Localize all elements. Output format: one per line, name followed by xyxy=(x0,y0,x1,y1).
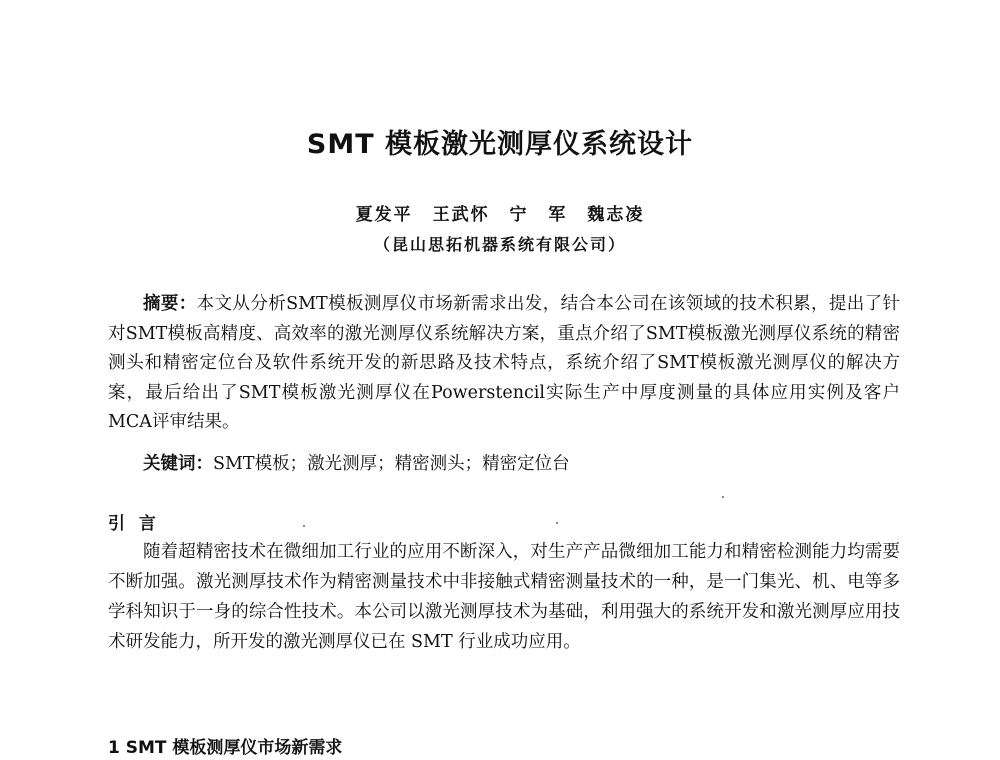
section-heading-introduction: 引 言 xyxy=(108,514,160,534)
keywords xyxy=(108,450,900,479)
scan-speck xyxy=(556,522,558,524)
abstract-text: 本文从分析SMT模板测厚仪市场新需求出发，结合本公司在该领域的技术积累，提出了针对SMT模板高精度、高效率的激光测厚仪系统解决方案，重点介绍了SMT模板激光测厚仪系统的精密测头和精密定位台及软件系统开发的新思路及技术特点，系统介绍了SMT模板激光测厚仪的解决方案，最后给出了SMT模板激光测厚仪在Powerstencil实际生产中厚度测量的具体应用实例及客户MCA评审结果。 xyxy=(108,294,901,432)
scan-speck xyxy=(722,496,724,498)
scan-speck xyxy=(303,525,305,527)
author-affiliation: （昆山思拓机器系统有限公司） xyxy=(373,235,626,254)
abstract-label: 摘要： xyxy=(143,294,197,314)
keywords-label: 关键词： xyxy=(143,454,213,474)
section-heading-1: 1 SMT 模板测厚仪市场新需求 xyxy=(108,738,343,758)
introduction-paragraph: 随着超精密技术在微细加工行业的应用不断深入，对生产产品微细加工能力和精密检测能力均需要不断加强。激光测厚技术作为精密测量技术中非接触式精密测量技术的一种，是一门集光、机、电等多学科知识于一身的综合性技术。本公司以激光测厚技术为基础，利用强大的系统开发和激光测厚应用技术研发能力，所开发的激光测厚仪已在 SMT 行业成功应用。 xyxy=(108,542,900,652)
abstract xyxy=(108,290,900,438)
paper-title: SMT 模板激光测厚仪系统设计 xyxy=(306,129,694,160)
author-list: 夏发平 王武怀 宁 军 魏志凌 xyxy=(355,205,645,225)
keywords-text: SMT模板；激光测厚；精密测头；精密定位台 xyxy=(213,454,570,474)
